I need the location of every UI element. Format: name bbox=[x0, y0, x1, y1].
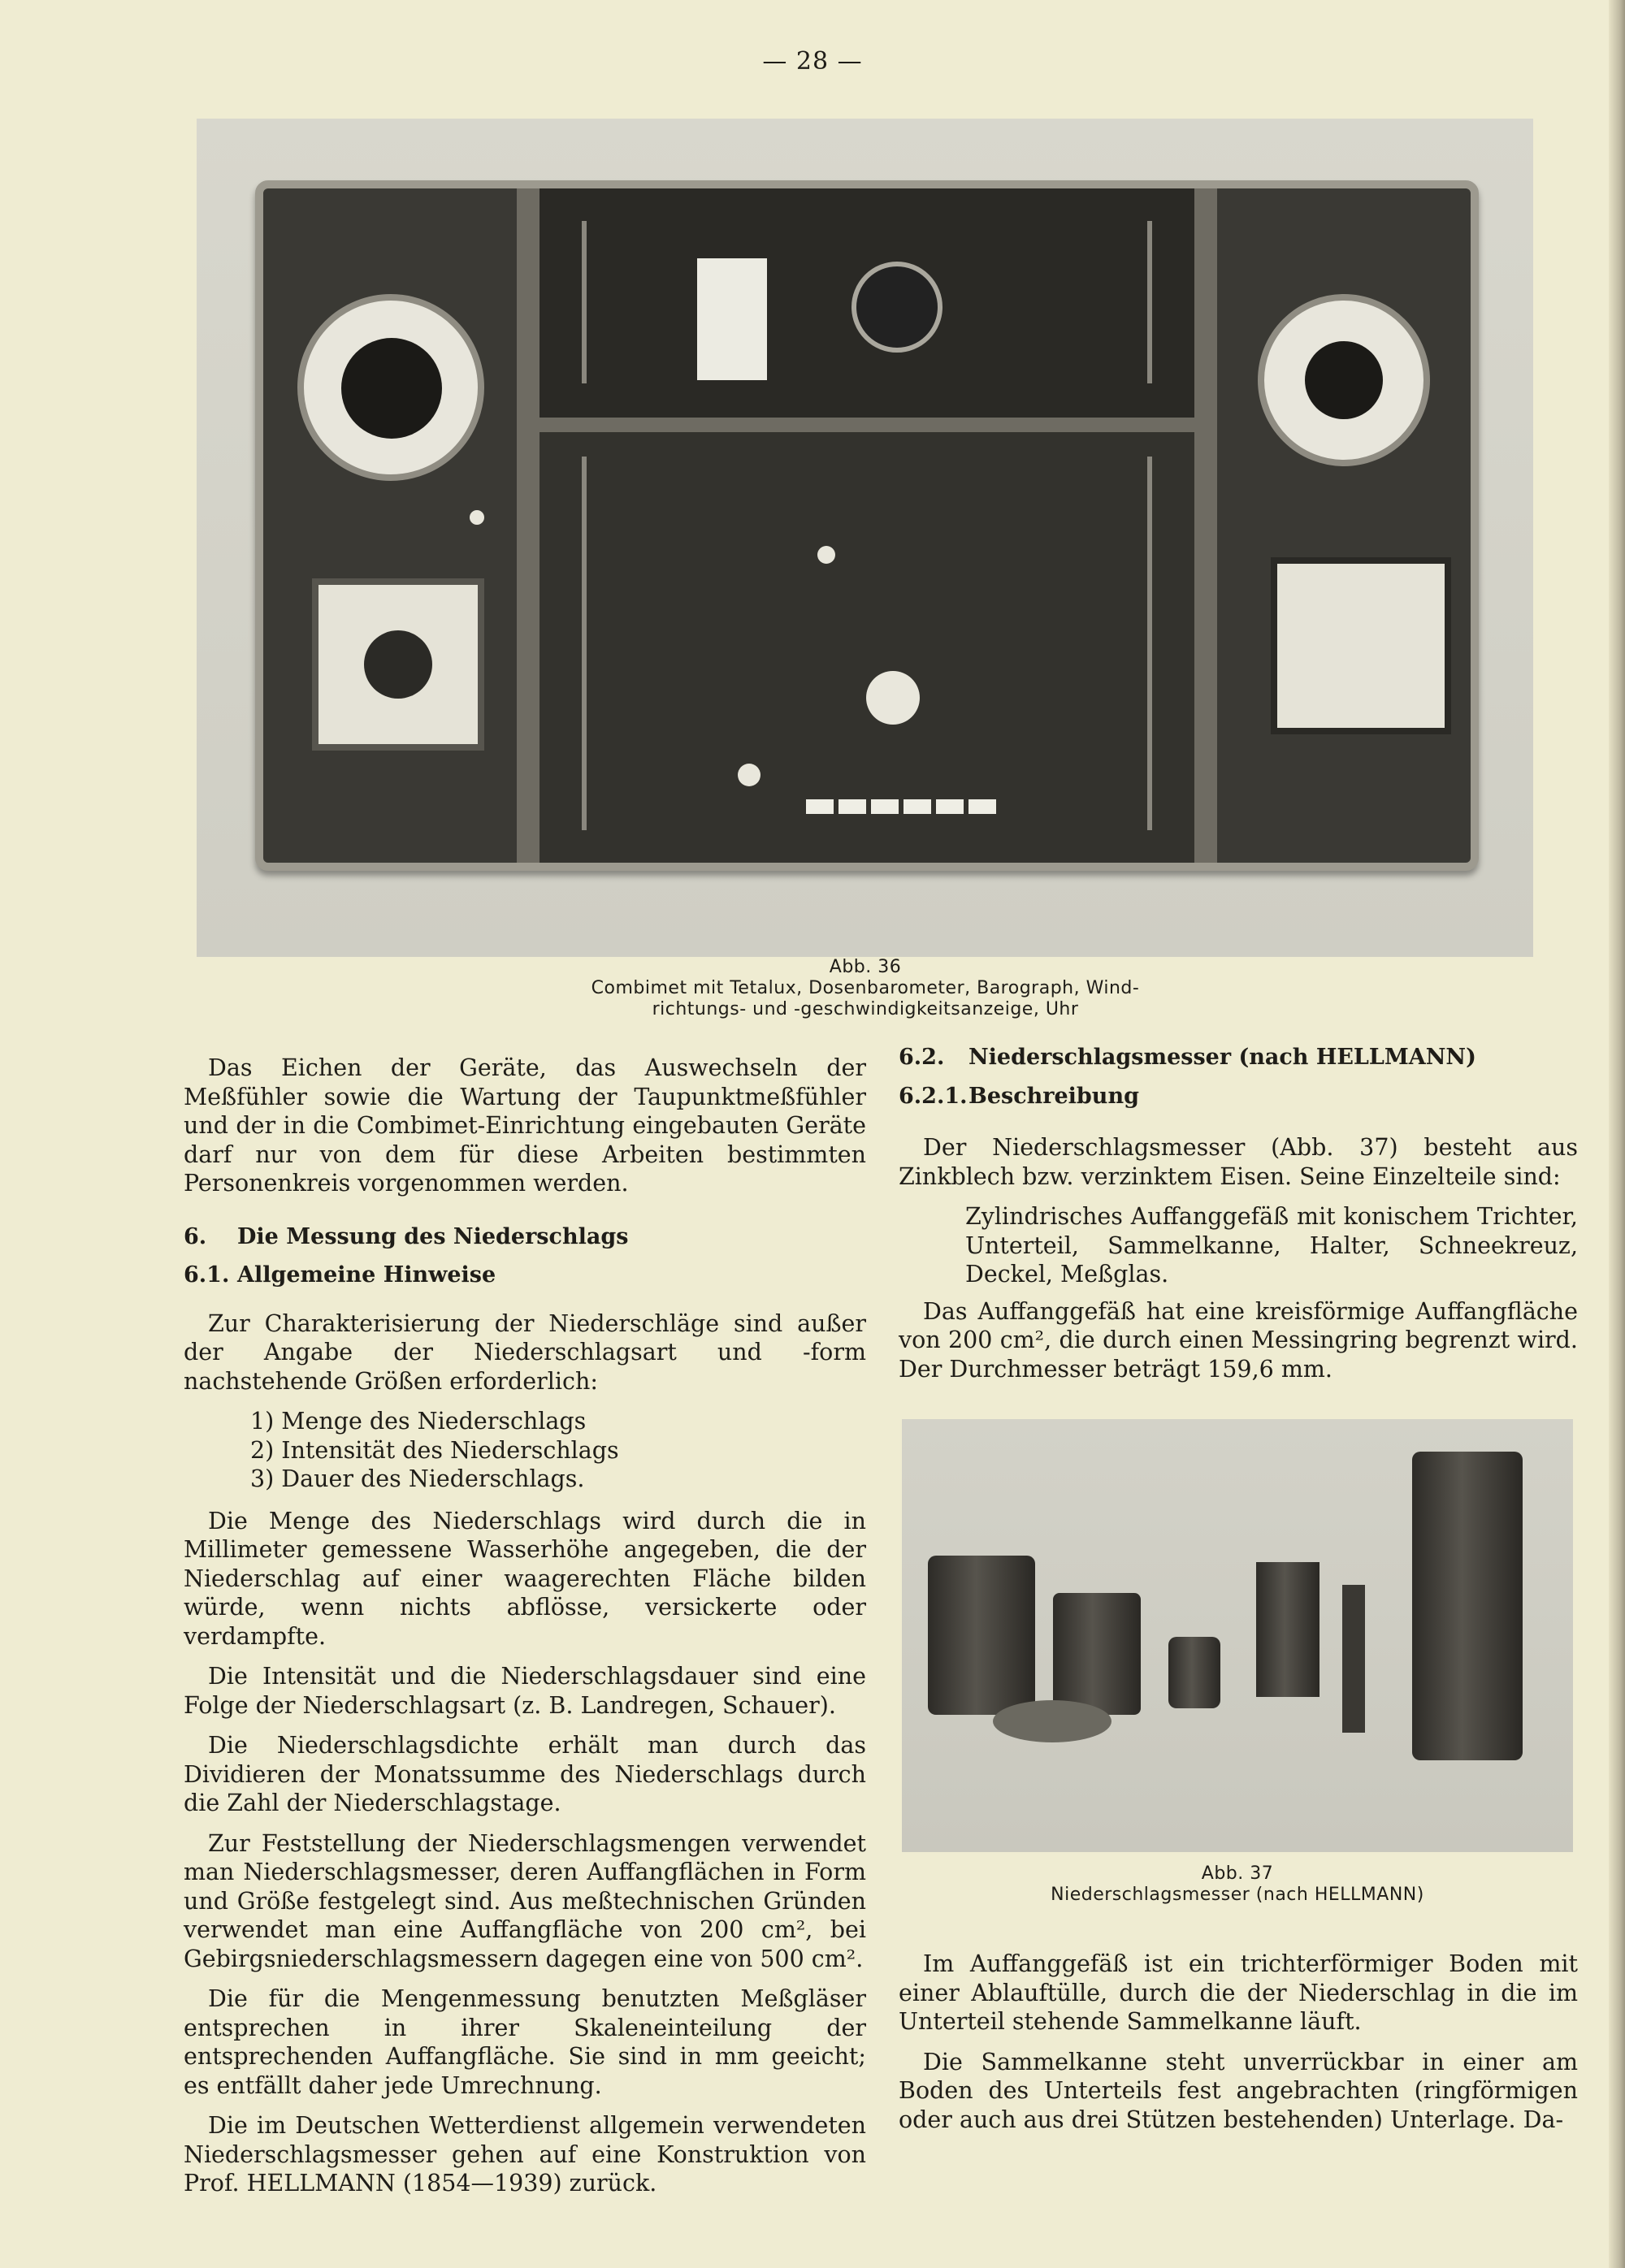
list-item: 2) Intensität des Niederschlags bbox=[250, 1436, 619, 1464]
measuring-glass bbox=[1342, 1585, 1365, 1733]
paragraph: Die Intensität und die Niederschlagsdauer sind eine Folge der Niederschlagsart (z. B. Landregen, Schauer). bbox=[184, 1663, 866, 1719]
collection-can bbox=[1053, 1593, 1141, 1715]
rail bbox=[582, 221, 587, 383]
section-title: Beschreibung bbox=[968, 1083, 1139, 1109]
figure-36-photo bbox=[197, 119, 1533, 957]
barograph-chart bbox=[697, 258, 767, 380]
figure-36-label: Abb. 36 bbox=[829, 957, 902, 977]
combimet-panel bbox=[255, 180, 1479, 871]
figure-36-caption-line1: Combimet mit Tetalux, Dosenbarometer, Barograph, Wind- bbox=[591, 978, 1140, 998]
quantity-list bbox=[184, 1407, 866, 1494]
parts-list: Zylindrisches Auffanggefäß mit konischem Trichter, Unterteil, Sammelkanne, Halter, Schneekreuz, Deckel, Meßglas. bbox=[965, 1203, 1578, 1288]
page-number: — 28 — bbox=[762, 47, 863, 76]
small-knob bbox=[817, 546, 835, 564]
right-column-bottom bbox=[899, 1950, 1578, 2145]
temperature-knob bbox=[866, 671, 920, 725]
page-edge-shadow bbox=[1609, 0, 1625, 2268]
section-heading-6-2 bbox=[899, 1043, 1578, 1072]
right-column bbox=[899, 1043, 1578, 1395]
rail bbox=[1147, 221, 1152, 383]
holder bbox=[1256, 1562, 1320, 1697]
paragraph: Der Niederschlagsmesser (Abb. 37) besteht aus Zinkblech bzw. verzinktem Eisen. Seine Einzelteile sind: bbox=[899, 1134, 1578, 1190]
white-button bbox=[738, 764, 760, 786]
left-column bbox=[184, 1054, 866, 2210]
paragraph: Im Auffanggefäß ist ein trichterförmiger Boden mit einer Ablauftülle, durch die der Niederschlag in die im Unterteil stehende Sammelkanne läuft. bbox=[899, 1950, 1578, 2035]
clock-icon bbox=[852, 262, 942, 353]
paragraph: Das Eichen der Geräte, das Auswechseln der Meßfühler sowie die Wartung der Taupunktmeßfühler und der in die Combimet-Einrichtung eingebauten Geräte darf nur von dem für diese Arbeiten bestimmten Personenkreis vorgenommen werden. bbox=[184, 1054, 866, 1197]
barometer-dial bbox=[297, 294, 484, 481]
paragraph: Die im Deutschen Wetterdienst allgemein verwendeten Niederschlagsmesser gehen auf eine Konstruktion von Prof. HELLMANN (1854—1939) zurück. bbox=[184, 2112, 866, 2197]
section-number: 6.2.1. bbox=[899, 1083, 968, 1109]
section-title: Niederschlagsmesser (nach HELLMANN) bbox=[968, 1045, 1476, 1070]
section-title: Allgemeine Hinweise bbox=[237, 1262, 496, 1288]
section-number: 6. bbox=[184, 1223, 207, 1249]
figure-36-caption-line2: richtungs- und -geschwindigkeitsanzeige, Uhr bbox=[652, 999, 1079, 1019]
section-number: 6.2. bbox=[899, 1045, 945, 1070]
paragraph: Die Sammelkanne steht unverrückbar in einer am Boden des Unterteils fest angebrachten (ringförmigen oder auch aus drei Stützen bestehenden) Unterlage. Da- bbox=[899, 2048, 1578, 2133]
paragraph: Das Auffanggefäß hat eine kreisförmige Auffangfläche von 200 cm², die durch einen Messingring begrenzt wird. Der Durchmesser beträgt 159,6 mm. bbox=[899, 1297, 1578, 1383]
section-heading-6 bbox=[184, 1223, 866, 1252]
section-title: Die Messung des Niederschlags bbox=[237, 1223, 629, 1249]
paragraph: Die Niederschlagsdichte erhält man durch das Dividieren der Monatssumme des Niederschlags durch die Zahl der Niederschlagstage. bbox=[184, 1732, 866, 1816]
panel-divider-middle bbox=[540, 418, 1194, 432]
small-can bbox=[1168, 1637, 1220, 1708]
wind-speed-meter bbox=[1271, 557, 1451, 734]
precipitation-gauge bbox=[1412, 1452, 1523, 1760]
tetalux-compartment bbox=[540, 432, 1194, 863]
wind-direction-gauge bbox=[312, 578, 484, 751]
indicator-lamp-row bbox=[806, 799, 996, 814]
barometer-dial-right bbox=[1258, 294, 1430, 466]
list-item: 3) Dauer des Niederschlags. bbox=[250, 1465, 585, 1492]
paragraph: Die für die Mengenmessung benutzten Meßgläser entsprechen in ihrer Skaleneinteilung der entsprechenden Auffangfläche. Sie sind in mm geeicht; es entfällt daher jede Umrechnung. bbox=[184, 1985, 866, 2099]
paragraph: Zur Charakterisierung der Niederschläge sind außer der Angabe der Niederschlagsart und -form nachstehende Größen erforderlich: bbox=[184, 1309, 866, 1395]
section-number: 6.1. bbox=[184, 1262, 230, 1288]
section-heading-6-1 bbox=[184, 1261, 866, 1290]
figure-37-label: Abb. 37 bbox=[1201, 1863, 1274, 1884]
list-item: 1) Menge des Niederschlags bbox=[250, 1408, 587, 1435]
figure-36-caption bbox=[520, 957, 1211, 1020]
figure-37-photo bbox=[902, 1419, 1573, 1852]
figure-37-caption-text: Niederschlagsmesser (nach HELLMANN) bbox=[1051, 1885, 1424, 1905]
section-heading-6-2-1 bbox=[899, 1082, 1578, 1111]
indicator-light bbox=[470, 510, 484, 525]
paragraph: Die Menge des Niederschlags wird durch die in Millimeter gemessene Wasserhöhe angegeben, die der Niederschlag auf einer waagerechten Fläche bilden würde, wenn nichts abflösse, versickerte oder verdampfte. bbox=[184, 1507, 866, 1650]
lid bbox=[993, 1700, 1112, 1742]
panel-divider-left bbox=[517, 188, 540, 863]
panel-divider-right bbox=[1194, 188, 1217, 863]
figure-37-caption bbox=[902, 1863, 1573, 1906]
paragraph: Zur Feststellung der Niederschlagsmengen verwendet man Niederschlagsmesser, deren Auffangflächen in Form und Größe festgelegt sind. Aus meßtechnischen Gründen verwendet man eine Auffangfläche von 200 cm², bei Gebirgsniederschlagsmessern dagegen eine von 500 cm². bbox=[184, 1829, 866, 1972]
collection-vessel bbox=[928, 1556, 1035, 1715]
rail bbox=[1147, 457, 1152, 830]
rail bbox=[582, 457, 587, 830]
